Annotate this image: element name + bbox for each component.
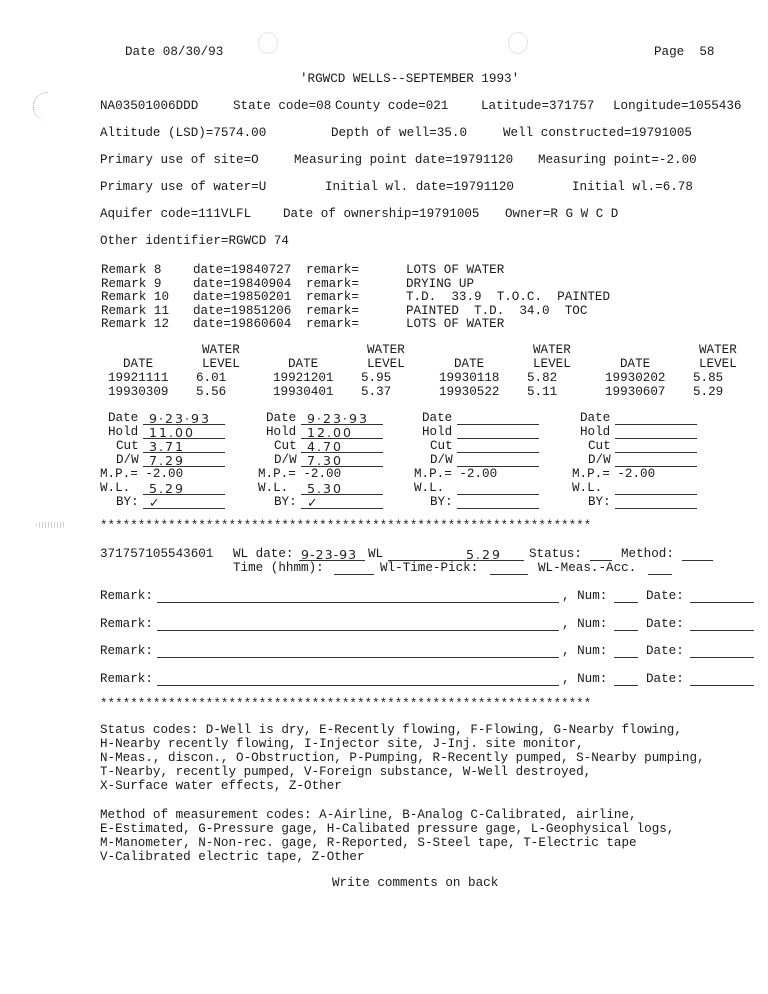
header-water: WATER (202, 343, 240, 357)
remark-input[interactable] (157, 618, 559, 631)
header-water: WATER (699, 343, 737, 357)
site-id: NA03501006DDD (100, 99, 199, 113)
water-level-value: 5.82 (527, 371, 558, 385)
wl-label: WL (368, 547, 384, 561)
hole-punch-mark (258, 32, 278, 54)
measure-value-dw: 7.30 (307, 453, 344, 468)
measure-value-hold: 11.00 (149, 425, 196, 440)
time-label: Time (hhmm): (233, 561, 324, 575)
station-id: 371757105543601 (100, 547, 214, 561)
method-field[interactable] (682, 548, 713, 561)
remark-key: remark= (306, 317, 359, 331)
wl-value: 5.29 (466, 547, 503, 562)
num-input[interactable] (614, 618, 638, 631)
separator-line: ***************************************************************** (100, 697, 592, 711)
remark-label: Remark 9 (101, 276, 162, 291)
measure-label-cut: Cut (116, 439, 139, 453)
date-input[interactable] (690, 590, 754, 603)
wl-field[interactable] (388, 548, 524, 561)
primary-use-site: Primary use of site=O (100, 153, 259, 167)
method-code-line: E-Estimated, G-Pressure gage, H-Calibated pressure gage, L-Geophysical logs, (100, 822, 675, 836)
header-water: WATER (533, 343, 571, 357)
remark-date: date=19840727 (193, 263, 292, 277)
remark-text: T.D. 33.9 T.O.C. PAINTED (406, 290, 611, 304)
measure-label-hold: Hold (422, 425, 453, 439)
num-label: , Num: (562, 671, 608, 686)
separator-line: ***************************************************************** (100, 519, 592, 533)
measure-field-wl[interactable] (615, 482, 697, 495)
measure-label-cut: Cut (588, 439, 611, 453)
owner: Owner=R G W C D (505, 207, 619, 221)
page-number: Page 58 (654, 45, 715, 59)
remark-key: remark= (306, 276, 359, 291)
measure-field-cut[interactable] (457, 440, 539, 453)
water-level-date: 19930607 (605, 385, 666, 399)
measure-value-cut: 3.71 (149, 439, 186, 454)
measure-field-hold[interactable] (615, 426, 697, 439)
wl-date-label: WL date: (233, 547, 294, 561)
remark-form-label: Remark: (100, 671, 153, 686)
measure-field-by[interactable] (457, 496, 539, 509)
header-level: LEVEL (367, 357, 405, 371)
water-level-value: 5.56 (196, 385, 227, 399)
method-code-line: M-Manometer, N-Non-rec. gage, R-Reported, S-Steel tape, T-Electric tape (100, 836, 637, 850)
measure-label-hold: Hold (108, 425, 139, 439)
measure-label-wl: W.L. (572, 481, 603, 495)
header-date: DATE (123, 357, 154, 371)
remark-key: remark= (306, 290, 359, 304)
measuring-point-date: Measuring point date=19791120 (294, 153, 514, 167)
measure-label-wl: W.L. (414, 481, 445, 495)
measure-label-mp: M.P.= -2.00 (258, 467, 342, 481)
remark-key: remark= (306, 263, 359, 277)
remark-date: date=19850201 (193, 290, 292, 304)
measure-label-wl: W.L. (258, 481, 289, 495)
water-level-date: 19930401 (273, 385, 334, 399)
header-date: DATE (454, 357, 485, 371)
method-code-line: V-Calibrated electric tape, Z-Other (100, 850, 365, 864)
measure-label-date: Date (422, 411, 453, 425)
num-input[interactable] (614, 645, 638, 658)
measure-label-dw: D/W (274, 453, 297, 467)
measure-label-date: Date (266, 411, 297, 425)
measure-label-hold: Hold (580, 425, 611, 439)
remark-text: DRYING UP (406, 276, 475, 291)
measure-label-by: BY: (116, 495, 139, 509)
water-level-date: 19930202 (605, 371, 666, 385)
meas-acc-field[interactable] (648, 562, 672, 575)
remark-date: date=19860604 (193, 317, 292, 331)
measure-value-date: 9·23·93 (149, 411, 212, 426)
measure-label-wl: W.L. (100, 481, 131, 495)
remark-input[interactable] (157, 590, 559, 603)
remark-form-label: Remark: (100, 589, 153, 603)
footer-note: Write comments on back (332, 876, 499, 890)
measure-label-date: Date (108, 411, 139, 425)
measure-value-by: ✓ (149, 495, 162, 510)
status-code-line: T-Nearby, recently pumped, V-Foreign substance, W-Well destroyed, (100, 765, 592, 779)
remark-label: Remark 12 (101, 317, 170, 331)
measure-label-mp: M.P.= -2.00 (100, 467, 184, 481)
initial-wl: Initial wl.=6.78 (572, 180, 693, 194)
time-pick-label: Wl-Time-Pick: (380, 561, 479, 575)
remark-text: PAINTED T.D. 34.0 TOC (406, 303, 588, 318)
remark-label: Remark 8 (101, 263, 162, 277)
measure-label-cut: Cut (274, 439, 297, 453)
altitude: Altitude (LSD)=7574.00 (100, 126, 267, 140)
measure-label-cut: Cut (430, 439, 453, 453)
date-input[interactable] (690, 673, 754, 686)
depth-of-well: Depth of well=35.0 (331, 126, 468, 140)
date-label: Date: (646, 616, 684, 631)
time-field[interactable] (334, 562, 374, 575)
measure-field-dw[interactable] (615, 454, 697, 467)
measure-label-dw: D/W (116, 453, 139, 467)
header-level: LEVEL (699, 357, 737, 371)
date-label: Date: (646, 589, 684, 603)
water-level-value: 5.95 (361, 371, 392, 385)
water-level-date: 19921201 (273, 371, 334, 385)
measure-label-by: BY: (588, 495, 611, 509)
state-code: State code=08 (233, 99, 332, 113)
date-input[interactable] (690, 618, 754, 631)
header-date: DATE (288, 357, 319, 371)
latitude: Latitude=371757 (481, 99, 595, 113)
header-level: LEVEL (202, 357, 240, 371)
water-level-date: 19930309 (108, 385, 169, 399)
measure-field-cut[interactable] (615, 440, 697, 453)
water-level-value: 5.37 (361, 385, 392, 399)
measure-label-date: Date (580, 411, 611, 425)
measure-field-by[interactable] (615, 496, 697, 509)
remark-form-label: Remark: (100, 616, 153, 631)
other-identifier: Other identifier=RGWCD 74 (100, 234, 289, 248)
print-date: Date 08/30/93 (125, 45, 224, 59)
method-code-line: Method of measurement codes: A-Airline, B-Analog C-Calibrated, airline, (100, 808, 637, 822)
measure-label-by: BY: (430, 495, 453, 509)
measure-label-by: BY: (274, 495, 297, 509)
measure-field-wl[interactable] (457, 482, 539, 495)
remark-key: remark= (306, 303, 359, 318)
well-constructed: Well constructed=19791005 (503, 126, 692, 140)
county-code: County code=021 (335, 99, 449, 113)
wl-date-value: 9-23-93 (301, 547, 358, 562)
remark-input[interactable] (157, 673, 559, 686)
remark-text: LOTS OF WATER (406, 317, 505, 331)
measure-field-date[interactable] (457, 412, 539, 425)
remark-date: date=19851206 (193, 303, 292, 318)
measure-value-by: ✓ (307, 495, 320, 510)
remark-input[interactable] (157, 645, 559, 658)
water-level-value: 5.85 (693, 371, 724, 385)
remark-label: Remark 11 (101, 303, 170, 318)
report-title: 'RGWCD WELLS--SEPTEMBER 1993' (300, 72, 520, 86)
meas-acc-label: WL-Meas.-Acc. (538, 561, 637, 575)
num-label: , Num: (562, 644, 608, 658)
time-pick-field[interactable] (490, 562, 528, 575)
measure-field-date[interactable] (615, 412, 697, 425)
date-label: Date: (646, 671, 684, 686)
water-level-date: 19921111 (108, 371, 169, 385)
measure-label-dw: D/W (588, 453, 611, 467)
measure-label-hold: Hold (266, 425, 297, 439)
margin-mark (33, 92, 48, 121)
measure-label-mp: M.P.= -2.00 (414, 467, 498, 481)
measure-value-date: 9·23·93 (307, 411, 370, 426)
status-field[interactable] (590, 548, 612, 561)
water-level-value: 5.29 (693, 385, 724, 399)
water-level-value: 5.11 (527, 385, 558, 399)
measure-field-hold[interactable] (457, 426, 539, 439)
measure-value-dw: 7.29 (149, 453, 186, 468)
measure-value-wl: 5.30 (307, 481, 344, 496)
status-label: Status: (529, 547, 582, 561)
aquifer-code: Aquifer code=111VLFL (100, 207, 252, 221)
remark-label: Remark 10 (101, 290, 170, 304)
initial-wl-date: Initial wl. date=19791120 (325, 180, 514, 194)
status-code-line: H-Nearby recently flowing, I-Injector site, J-Inj. site monitor, (100, 737, 584, 751)
num-input[interactable] (614, 673, 638, 686)
scan-smudge (36, 522, 66, 528)
water-level-date: 19930522 (439, 385, 500, 399)
measure-value-cut: 4.70 (307, 439, 344, 454)
num-label: , Num: (562, 589, 608, 603)
num-label: , Num: (562, 616, 608, 631)
status-code-line: N-Meas., discon., O-Obstruction, P-Pumping, R-Recently pumped, S-Nearby pumping, (100, 751, 705, 765)
header-date: DATE (620, 357, 651, 371)
date-label: Date: (646, 644, 684, 658)
remark-form-label: Remark: (100, 644, 153, 658)
primary-use-water: Primary use of water=U (100, 180, 267, 194)
header-level: LEVEL (533, 357, 571, 371)
measuring-point: Measuring point=-2.00 (538, 153, 697, 167)
measure-label-mp: M.P.= -2.00 (572, 467, 656, 481)
water-level-date: 19930118 (439, 371, 500, 385)
date-input[interactable] (690, 645, 754, 658)
measure-field-dw[interactable] (457, 454, 539, 467)
hole-punch-mark (508, 32, 528, 54)
water-level-value: 6.01 (196, 371, 227, 385)
date-of-ownership: Date of ownership=19791005 (283, 207, 480, 221)
method-label: Method: (621, 547, 674, 561)
status-code-line: Status codes: D-Well is dry, E-Recently flowing, F-Flowing, G-Nearby flowing, (100, 723, 682, 737)
num-input[interactable] (614, 590, 638, 603)
header-water: WATER (367, 343, 405, 357)
remark-date: date=19840904 (193, 276, 292, 291)
status-code-line: X-Surface water effects, Z-Other (100, 779, 342, 793)
measure-label-dw: D/W (430, 453, 453, 467)
measure-value-hold: 12.00 (307, 425, 354, 440)
measure-value-wl: 5.29 (149, 481, 186, 496)
longitude: Longitude=1055436 (613, 99, 742, 113)
remark-text: LOTS OF WATER (406, 263, 505, 277)
